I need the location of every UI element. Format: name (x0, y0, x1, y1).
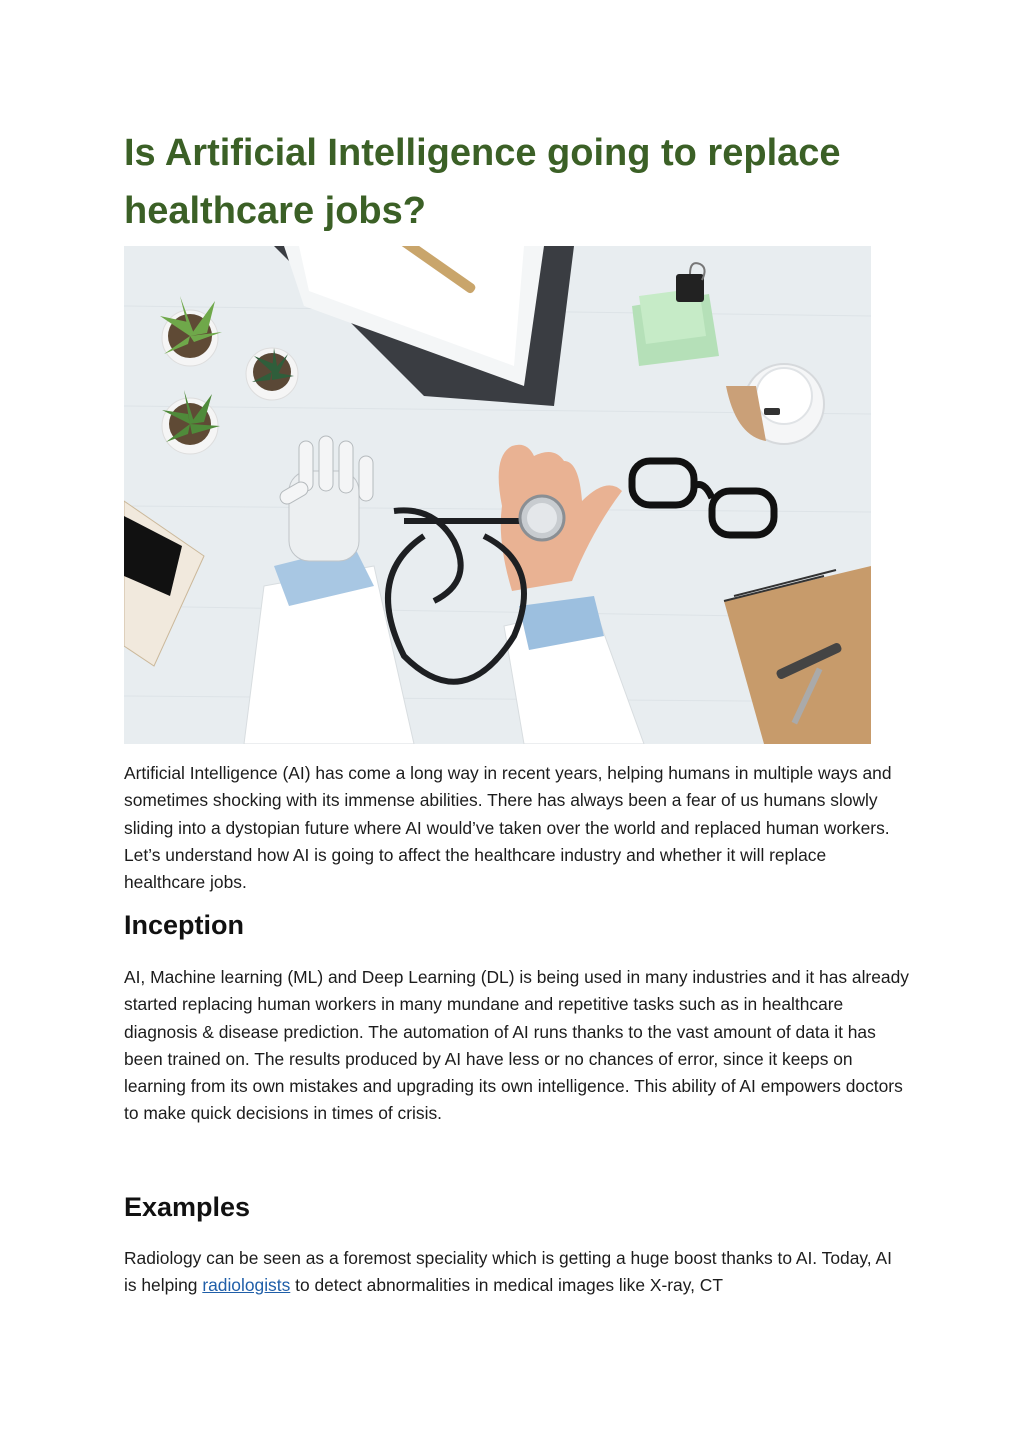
section-heading-examples: Examples (124, 1192, 251, 1222)
intro-paragraph: Artificial Intelligence (AI) has come a long way in recent years, helping humans in multiple ways and sometimes shocking with its immense abilities. There has always been a fear of us humans slowly sliding into a dystopian future where AI would’ve taken over the world and replaced human workers. Let’s understand how AI is going to affect the healthcare industry and whether it will replace healthcare jobs. (124, 763, 892, 893)
examples-text-after-link: to detect abnormalities in medical images like X-ray, CT (290, 1275, 723, 1296)
hero-image (124, 246, 871, 744)
examples-text-before-link: Radiology can be seen as a foremost speciality which is getting a huge boost thanks to AI. Today, AI is helping (124, 1248, 892, 1296)
section-heading-inception: Inception (124, 910, 244, 940)
article-title: Is Artificial Intelligence going to replace healthcare jobs? (124, 132, 841, 232)
examples-paragraph (124, 1245, 909, 1300)
inception-paragraph: AI, Machine learning (ML) and Deep Learning (DL) is being used in many industries and it has already started replacing human workers in many mundane and repetitive tasks such as in healthcare diagnosis & disease prediction. The automation of AI runs thanks to the vast amount of data it has been trained on. The results produced by AI have less or no chances of error, since it keeps on learning from its own mistakes and upgrading its own intelligence. This ability of AI empowers doctors to make quick decisions in times of crisis. (124, 967, 909, 1124)
radiologists-link[interactable]: radiologists (202, 1275, 291, 1296)
